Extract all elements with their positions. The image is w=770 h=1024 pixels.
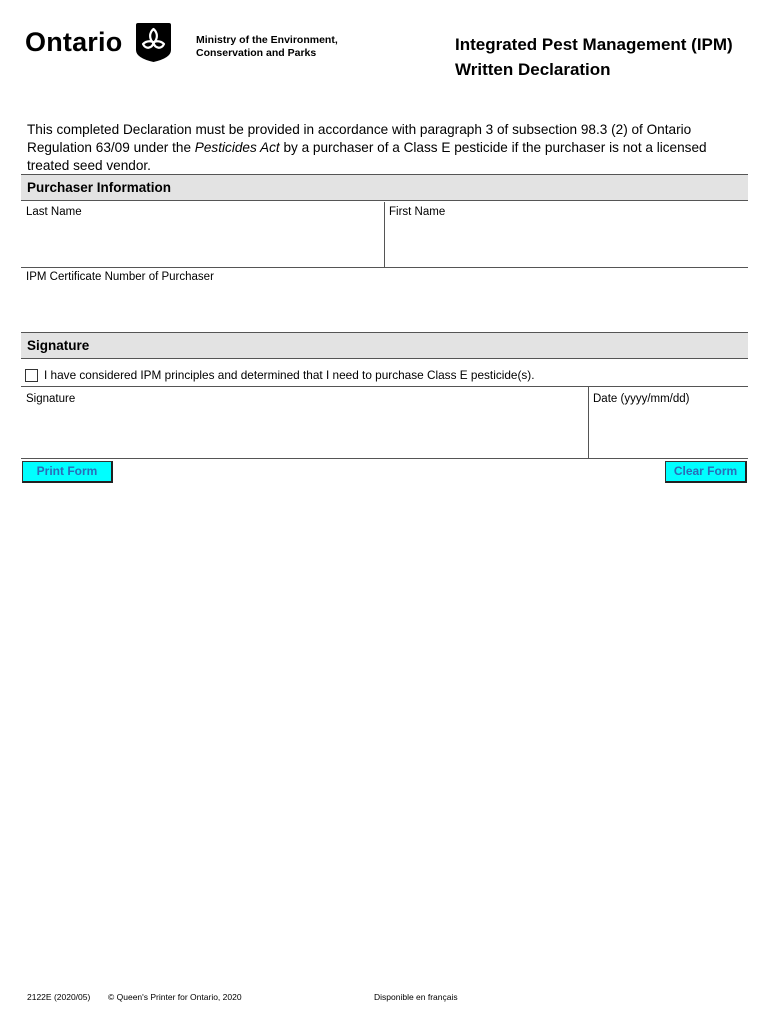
intro-text-part-2: by a purchaser of a Class E pesticide if the purchaser is not a licensed treated seed vendor. [27, 140, 707, 173]
ministry-name [196, 34, 338, 60]
ipm-certificate-label: IPM Certificate Number of Purchaser [26, 271, 214, 283]
date-label: Date (yyyy/mm/dd) [593, 393, 690, 405]
ministry-line-2: Conservation and Parks [196, 47, 317, 59]
signature-row-bottom-rule [21, 458, 748, 459]
clear-form-button[interactable]: Clear Form [665, 461, 747, 483]
copyright-notice: © Queen's Printer for Ontario, 2020 [108, 992, 242, 1002]
intro-paragraph [27, 121, 742, 175]
ipm-consideration-checkbox[interactable] [25, 369, 38, 382]
form-number: 2122E (2020/05) [27, 992, 91, 1002]
last-name-field[interactable] [22, 220, 382, 266]
print-form-button[interactable]: Print Form [22, 461, 113, 483]
date-field[interactable] [591, 408, 746, 456]
signature-field[interactable] [22, 408, 586, 456]
signature-section-title: Signature [27, 338, 90, 353]
ministry-line-1: Ministry of the Environment, [196, 34, 338, 46]
purchaser-section-title: Purchaser Information [27, 180, 172, 195]
document-title-line-1: Integrated Pest Management (IPM) [455, 35, 733, 54]
name-row-bottom-rule [21, 267, 748, 268]
name-divider [384, 202, 385, 268]
first-name-label: First Name [389, 206, 446, 218]
last-name-label: Last Name [26, 206, 82, 218]
first-name-field[interactable] [387, 220, 746, 266]
ontario-logo-text: Ontario [25, 27, 123, 57]
document-title [455, 32, 733, 82]
intro-act-name: Pesticides Act [194, 140, 280, 155]
ipm-consideration-label: I have considered IPM principles and determined that I need to purchase Class E pesticide(s). [44, 368, 535, 382]
ontario-trillium-logo-icon [135, 22, 172, 63]
signature-section-header [21, 332, 748, 359]
document-title-line-2: Written Declaration [455, 60, 611, 79]
purchaser-section-header [21, 174, 748, 201]
ipm-certificate-field[interactable] [22, 286, 746, 330]
intro-text-part-1: This completed Declaration must be provided in accordance with paragraph 3 of subsection 98.3 (2) of Ontario Regulation 63/09 under the [27, 122, 692, 155]
signature-label: Signature [26, 393, 76, 405]
checkbox-row-rule [21, 386, 748, 387]
french-availability-note: Disponible en français [374, 992, 458, 1002]
signature-date-divider [588, 387, 589, 458]
